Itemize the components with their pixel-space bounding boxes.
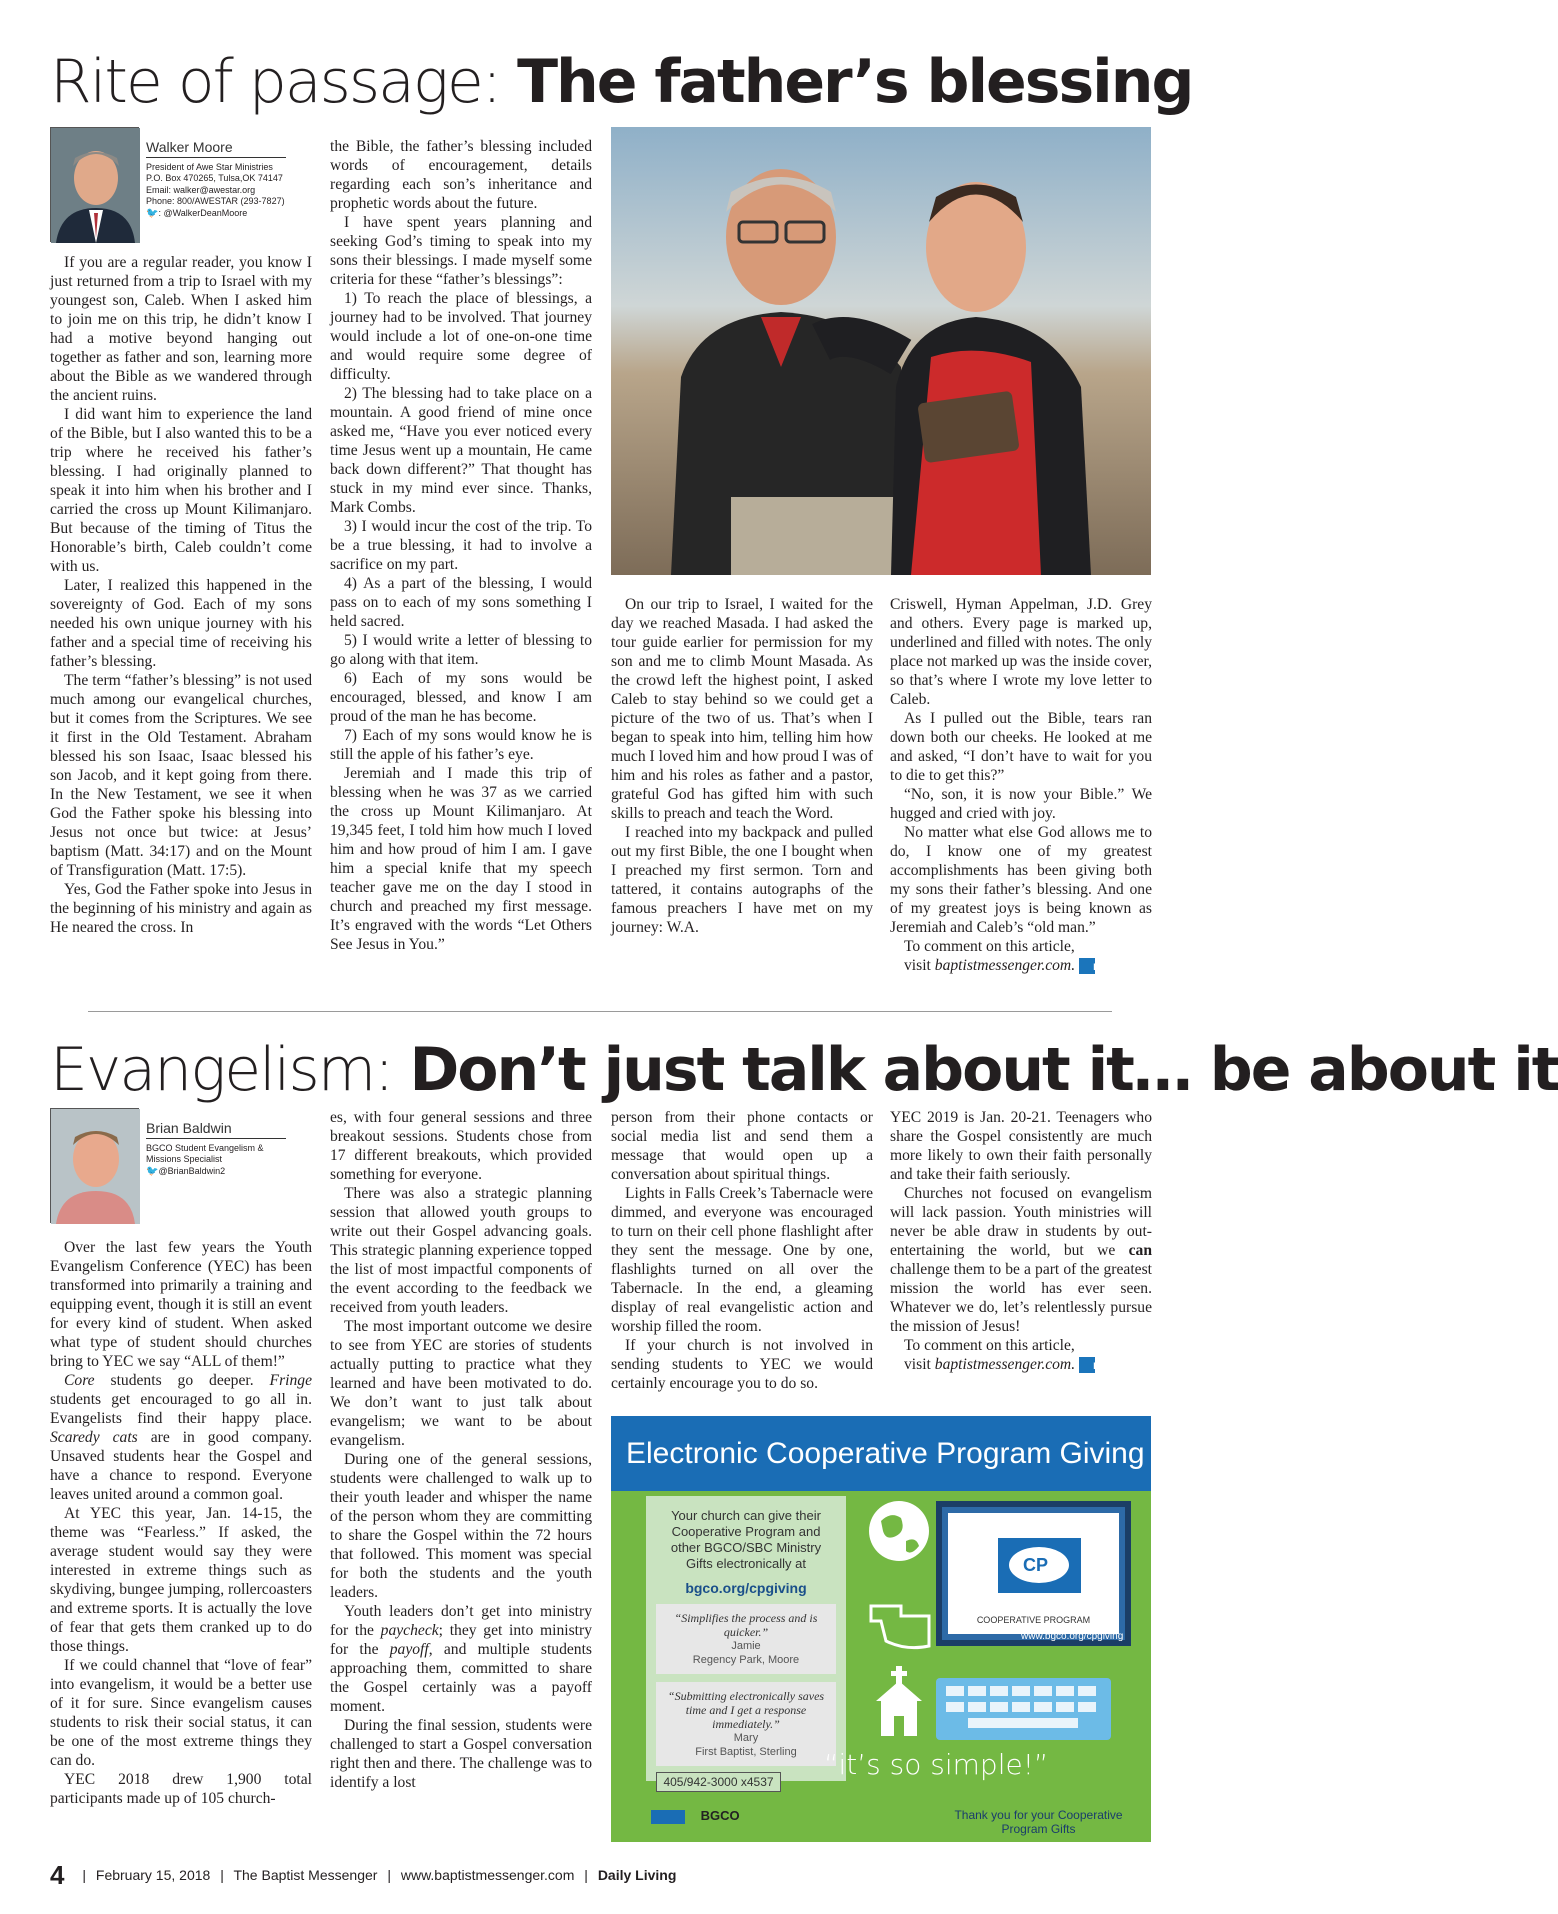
testimonial-place: Regency Park, Moore xyxy=(692,1654,800,1666)
emphasis: Core xyxy=(64,1372,95,1389)
oklahoma-map-icon xyxy=(871,1606,929,1648)
text: Youth leaders don’t get into ministry for the xyxy=(330,1603,592,1639)
testimonial-name: Jamie xyxy=(731,1640,761,1652)
paragraph: There was also a strategic planning session that allowed youth groups to write out their Gospel advancing goals. This strategic planning experience topped the list of most impactful components of the event according to the feedback we received from youth leaders. xyxy=(330,1185,592,1316)
cp-logo-icon xyxy=(948,1513,1131,1613)
separator: | xyxy=(584,1867,588,1883)
paragraph: 6) Each of my sons would be encouraged, blessed, and know I am proud of the man he has become. xyxy=(330,670,592,725)
paragraph: Over the last few years the Youth Evangelism Conference (YEC) has been transformed into primarily a training and equipping event, though it is still an event for every kind of student. When asked what type of student should churches bring to YEC we say “ALL of them!” xyxy=(50,1239,312,1370)
headline-bold: The father’s blessing xyxy=(517,47,1193,117)
paragraph xyxy=(330,1602,592,1716)
messenger-logo-icon: m xyxy=(1079,958,1095,974)
paragraph: If your church is not involved in sending students to YEC we would certainly encourage you to do so. xyxy=(611,1337,873,1392)
text: students go deeper. xyxy=(94,1372,270,1389)
ad-thanks: Thank you for your Cooperative Program Gifts xyxy=(954,1808,1123,1836)
article1-column-2 xyxy=(330,137,592,954)
messenger-logo-icon: m xyxy=(1079,1357,1095,1373)
text: Churches not focused on evangelism will lack passion. Youth ministries will never be able draw in students by out-entertaining the world, but we xyxy=(890,1185,1152,1259)
paragraph: 4) As a part of the blessing, I would pass on to each of my sons something I held sacred. xyxy=(330,575,592,630)
paragraph xyxy=(890,1184,1152,1336)
author-phone: Phone: 800/AWESTAR (293-7827) xyxy=(146,196,285,206)
svg-text:CP: CP xyxy=(1023,1555,1049,1575)
page-footer xyxy=(50,1860,676,1891)
separator: | xyxy=(387,1867,391,1883)
ad-logos xyxy=(651,1808,740,1824)
article1-column-1 xyxy=(50,253,312,937)
article1-column-4 xyxy=(890,595,1152,975)
paragraph: No matter what else God allows me to do, I know one of my greatest accomplishments has been giving both my sons their father’s blessing. And one of my greatest joys is being known as Jeremiah and Caleb’s “old man.” xyxy=(890,824,1152,936)
text: , and multiple students approaching them, committed to share the Gospel certainly was a payoff moment. xyxy=(330,1641,592,1715)
paragraph: During the final session, students were challenged to start a Gospel conversation right then and there. The challenge was to identify a lost xyxy=(330,1717,592,1791)
page-number: 4 xyxy=(50,1860,65,1890)
comment-site-link[interactable]: baptistmessenger.com. xyxy=(934,957,1076,974)
church-icon xyxy=(876,1666,922,1736)
paper-name: The Baptist Messenger xyxy=(233,1867,378,1883)
keyboard-icon xyxy=(936,1678,1111,1740)
comment-prefix: visit xyxy=(904,1356,935,1373)
comment-line: To comment on this article, xyxy=(904,1337,1075,1354)
monitor-screen xyxy=(948,1513,1119,1634)
paragraph: Jeremiah and I made this trip of blessing when he was 37 as we carried the cross up Mount Kilimanjaro. At 19,345 feet, I told him how much I loved him and how proud of him I am. I gave him a special knife that my speech teacher gave me on the day I stood in church and preached my first message. It’s engraved with the words “Let Others See Jesus in You.” xyxy=(330,765,592,953)
paragraph: YEC 2018 drew 1,900 total participants made up of 105 church- xyxy=(50,1771,312,1807)
emphasis: Fringe xyxy=(269,1372,312,1389)
author-name: Walker Moore xyxy=(146,142,286,158)
bgco-logo: BGCO xyxy=(700,1808,740,1823)
emphasis: Scaredy cats xyxy=(50,1429,138,1446)
emphasis: payoff xyxy=(389,1641,429,1658)
paragraph: Lights in Falls Creek’s Tabernacle were dimmed, and everyone was encouraged to turn on their cell phone flashlight after they sent the message. One by one, flashlights turned on all over the Tabernacle. In the end, a gleaming display of real evangelistic action and worship filled the room. xyxy=(611,1185,873,1335)
ad-url[interactable]: bgco.org/cpgiving xyxy=(685,1580,807,1596)
paragraph: “No, son, it is now your Bible.” We hugged and cried with joy. xyxy=(890,786,1152,822)
comment-site-link[interactable]: baptistmessenger.com. xyxy=(934,1356,1076,1373)
paragraph: es, with four general sessions and three breakout sessions. Students chose from 17 different breakouts, which provided something for everyone. xyxy=(330,1109,592,1183)
author-address: P.O. Box 470265, Tulsa,OK 74147 xyxy=(146,173,283,183)
testimonial xyxy=(656,1604,836,1674)
paragraph: 2) The blessing had to take place on a mountain. A good friend of mine once asked me, “Have you ever noticed every time Jesus went up a mountain, He came back down different?” That thought has stuck in my mind ever since. Thanks, Mark Combs. xyxy=(330,385,592,516)
website-link[interactable]: www.baptistmessenger.com xyxy=(400,1867,575,1883)
author-title: BGCO Student Evangelism & Missions Specialist xyxy=(146,1142,264,1164)
separator: | xyxy=(220,1867,224,1883)
paragraph: As I pulled out the Bible, tears ran down both our cheeks. He looked at me and asked, “I don’t have to wait for you to die to get this?” xyxy=(890,710,1152,784)
text: challenge them to be a part of the greatest mission the world has ever seen. Whatever we do, let’s relentlessly pursue the mission of Jesus! xyxy=(890,1261,1152,1335)
twitter-icon: 🐦 xyxy=(146,1165,159,1177)
testimonial-place: First Baptist, Sterling xyxy=(695,1746,797,1758)
paragraph: 3) I would incur the cost of the trip. To be a true blessing, it had to involve a sacrifice on my part. xyxy=(330,518,592,573)
article1-column-3 xyxy=(611,595,873,937)
author-title: President of Awe Star Ministries xyxy=(146,161,273,172)
ad-title: Electronic Cooperative Program Giving xyxy=(611,1416,1151,1491)
text: students get encouraged to go all in. Evangelists find their happy place. xyxy=(50,1391,312,1427)
cp-logo-icon xyxy=(651,1810,685,1824)
comment-line: To comment on this article, xyxy=(904,938,1075,955)
paragraph: Yes, God the Father spoke into Jesus in the beginning of his ministry and again as He neared the cross. In xyxy=(50,881,312,936)
author-byline xyxy=(50,127,285,242)
emphasis: paycheck xyxy=(380,1622,439,1639)
paragraph: During one of the general sessions, students were challenged to walk up to their youth leader and whisper the name of the person whom they are committing to share the Gospel within the 72 hours that followed. This moment was special for both the students and the youth leaders. xyxy=(330,1451,592,1601)
paragraph: If you are a regular reader, you know I just returned from a trip to Israel with my youngest son, Caleb. When I asked him to join me on this trip, he didn’t know I had a motive beyond hanging out together as father and son, learning more about the Bible as we wandered through the ancient ruins. xyxy=(50,254,312,404)
article2-column-2 xyxy=(330,1108,592,1792)
ad-icons-column xyxy=(861,1496,936,1756)
comment-prefix: visit xyxy=(904,957,935,974)
cp-label: COOPERATIVE PROGRAM xyxy=(976,1615,1091,1625)
paragraph: Criswell, Hyman Appelman, J.D. Grey and others. Every page is marked up, underlined and filled with notes. The only place not marked up was the inside cover, so that’s where I wrote my love letter to Caleb. xyxy=(890,596,1152,708)
paragraph: I have spent years planning and seeking God’s timing to speak into my sons their blessings. I made myself some criteria for these “father’s blessings”: xyxy=(330,214,592,288)
testimonial-text: “Simplifies the process and is quicker.” xyxy=(674,1611,818,1639)
author-twitter: : @WalkerDeanMoore xyxy=(158,207,248,218)
issue-date: February 15, 2018 xyxy=(95,1867,211,1883)
separator: | xyxy=(82,1867,86,1883)
ad-slogan: “it’s so simple!” xyxy=(824,1748,1049,1781)
text: are in good company. Unsaved students hear the Gospel and have a chance to respond. Everyone leaves united around a common goal. xyxy=(50,1429,312,1503)
headline-light: Evangelism: xyxy=(50,1035,410,1105)
testimonial-name: Mary xyxy=(733,1732,759,1744)
paragraph: YEC 2019 is Jan. 20-21. Teenagers who share the Gospel consistently are much more likely to own their faith personally and take their faith seriously. xyxy=(890,1109,1152,1183)
ad-intro: Your church can give their Cooperative Program and other BGCO/SBC Ministry Gifts electronically at xyxy=(670,1508,822,1571)
paragraph: 7) Each of my sons would know he is still the apple of his father’s eye. xyxy=(330,727,592,763)
computer-monitor-icon xyxy=(936,1501,1131,1646)
paragraph: 5) I would write a letter of blessing to go along with that item. xyxy=(330,632,592,668)
author-name: Brian Baldwin xyxy=(146,1123,286,1139)
author-photo xyxy=(50,127,139,242)
author-byline xyxy=(50,1108,285,1223)
paragraph: If we could channel that “love of fear” into evangelism, it would be a better use of it for sure. Since evangelism causes students to risk their social status, it can be one of the most extreme things they can do. xyxy=(50,1657,312,1769)
paragraph: the Bible, the father’s blessing included words of encouragement, details regarding each son’s inheritance and prophetic words about the future. xyxy=(330,138,592,212)
cp-url[interactable]: www.bgco.org/cpgiving xyxy=(1021,1631,1124,1642)
strong-text: can xyxy=(1128,1242,1152,1259)
article1-headline xyxy=(50,47,1193,117)
author-email: Email: walker@awestar.org xyxy=(146,184,256,195)
cooperative-program-ad[interactable] xyxy=(611,1416,1151,1842)
paragraph: On our trip to Israel, I waited for the day we reached Masada. I had asked the tour guide earlier for permission for my son and me to climb Mount Masada. As the crowd left the highest point, I asked Caleb to stay behind so we could get a picture of the two of us. That’s when I began to speak into him, telling him how much I loved him and how proud I was of him and his roles as father and a pastor, grateful God has gifted him with such skills to preach and teach the Word. xyxy=(611,596,874,822)
article2-column-4 xyxy=(890,1108,1152,1374)
comment-link-line xyxy=(890,1355,1152,1374)
paragraph xyxy=(50,1371,312,1504)
paragraph: At YEC this year, Jan. 14-15, the theme was “Fearless.” If asked, the average student would say they were interested in extreme things such as skydiving, bungee jumping, rollercoasters and extreme sports. It is actually the love of fear that gets them cranked up to do those things. xyxy=(50,1505,313,1655)
section-divider xyxy=(88,1011,1112,1012)
headline-bold: Don’t just talk about it… be about it xyxy=(409,1035,1558,1105)
father-son-photo xyxy=(611,127,1151,575)
twitter-icon: 🐦 xyxy=(146,207,159,219)
testimonial xyxy=(656,1682,836,1766)
text: ; they get into ministry for the xyxy=(330,1622,592,1658)
globe-icon xyxy=(869,1501,929,1561)
paragraph: I did want him to experience the land of the Bible, but I also wanted this to be a trip where he received his father’s blessing. I had originally planned to speak it into him when his brother and I carried the cross up Mount Kilimanjaro. But because of the timing of Titus the Honorable’s birth, Caleb couldn’t come with us. xyxy=(50,406,312,575)
paragraph: I reached into my backpack and pulled out my first Bible, the one I bought when I preached my first sermon. Torn and tattered, it contains autographs of the famous preachers I have met on my journey: W.A. xyxy=(611,824,873,936)
paragraph: person from their phone contacts or social media list and send them a message that would open up a conversation about spiritual things. xyxy=(611,1109,873,1183)
paragraph: Later, I realized this happened in the sovereignty of God. Each of my sons needed his own unique journey with his father and a special time of receiving his father’s blessing. xyxy=(50,577,312,670)
article2-column-3 xyxy=(611,1108,873,1393)
author-photo xyxy=(50,1108,139,1223)
author-twitter: @BrianBaldwin2 xyxy=(158,1165,226,1176)
section-name: Daily Living xyxy=(597,1867,677,1883)
paragraph: 1) To reach the place of blessings, a journey had to be involved. That journey would include a lot of one-on-one time and would require some degree of difficulty. xyxy=(330,290,592,383)
article2-column-1 xyxy=(50,1238,312,1808)
ad-info-panel xyxy=(646,1496,846,1781)
paragraph: The term “father’s blessing” is not used much among our evangelical churches, but it comes from the Scriptures. We see it first in the Old Testament. Abraham blessed his son Isaac, Isaac blessed his son Jacob, and it kept going from there. In the New Testament, we see it when God the Father spoke his blessing into Jesus not once but twice: at Jesus’ baptism (Matt. 34:17) and on the Mount of Transfiguration (Matt. 17:5). xyxy=(50,672,312,879)
article2-headline xyxy=(50,1035,1558,1105)
headline-light: Rite of passage: xyxy=(50,47,518,117)
comment-link-line xyxy=(890,956,1152,975)
paragraph: The most important outcome we desire to see from YEC are stories of students actually putting to practice what they learned and have been motivated to do. We don’t want to just talk about evangelism; we want to be about evangelism. xyxy=(330,1318,592,1449)
ad-phone: 405/942-3000 x4537 xyxy=(656,1772,781,1792)
testimonial-text: “Submitting electronically saves time and I get a response immediately.” xyxy=(667,1689,825,1731)
